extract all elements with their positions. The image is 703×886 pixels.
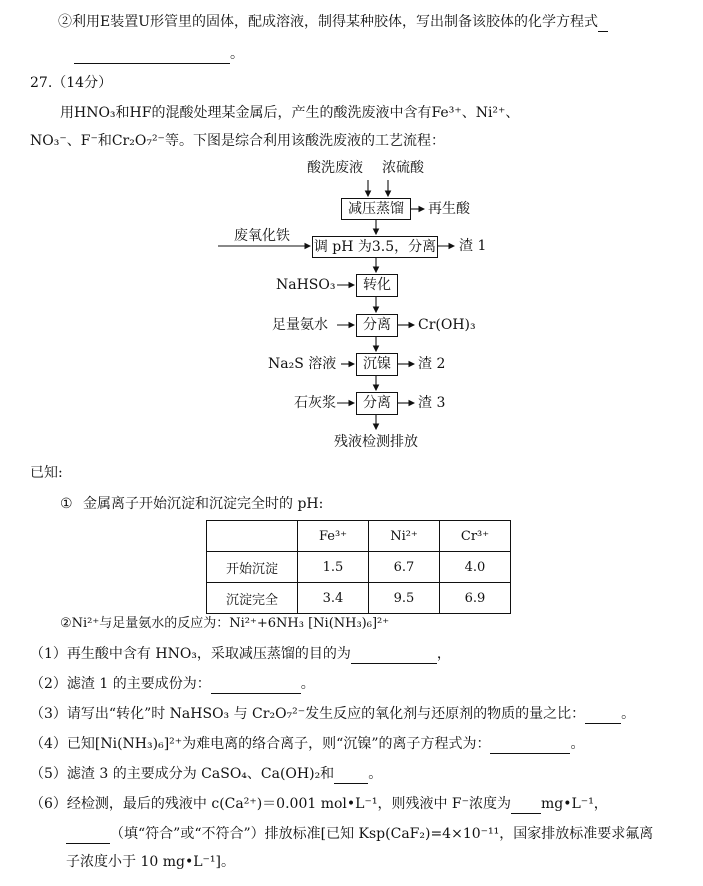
flow-step-adjust-ph: 调 pH 为3.5，分离 <box>312 236 438 258</box>
ph-table <box>206 520 511 614</box>
table-row: 开始沉淀 1.5 6.7 4.0 <box>207 552 511 583</box>
flow-final: 残液检测排放 <box>334 434 418 450</box>
answer-blank[interactable] <box>511 799 541 814</box>
answer-blank[interactable] <box>490 739 570 754</box>
known-item2: ②Ni²⁺与足量氨水的反应为：Ni²⁺+6NH₃ [Ni(NH₃)₆]²⁺ <box>60 616 390 631</box>
flow-out-regen-acid: 再生酸 <box>428 201 470 217</box>
q26-line1: ②利用E装置U形管里的固体，配成溶液，制得某种胶体，写出制备该胶体的化学方程式 <box>58 12 608 32</box>
known-item1: ① 金属离子开始沉淀和沉淀完全时的 pH: <box>60 496 324 512</box>
flow-in-na2s: Na₂S 溶液 <box>268 356 337 372</box>
flow-step-nickel-precip: 沉镍 <box>356 353 398 376</box>
flow-step-distill: 减压蒸馏 <box>341 198 411 220</box>
flow-in-nahso3: NaHSO₃ <box>276 277 336 293</box>
question-1: （1）再生酸中含有 HNO₃，采取减压蒸馏的目的为 ， <box>30 646 451 662</box>
answer-blank[interactable] <box>351 649 437 664</box>
flow-step-convert: 转化 <box>356 274 398 297</box>
intro-line2: NO₃⁻、F⁻和Cr₂O₇²⁻等。下图是综合利用该酸洗废液的工艺流程： <box>30 133 445 149</box>
flow-input-acid: 浓硫酸 <box>382 160 424 176</box>
answer-blank[interactable] <box>74 49 230 64</box>
question-4: （4）已知[Ni(NH₃)₆]²⁺为难电离的络合离子，则“沉镍”的离子方程式为： 。 <box>30 736 585 752</box>
flow-input-waste: 酸洗废液 <box>307 160 363 176</box>
q26-line2: 。 <box>74 44 244 64</box>
flow-out-croh3: Cr(OH)₃ <box>418 317 476 333</box>
question-header: 27.（14分） <box>30 75 113 91</box>
flow-in-lime: 石灰浆 <box>294 395 336 411</box>
intro-line1: 用HNO₃和HF的混酸处理某金属后，产生的酸洗废液中含有Fe³⁺、Ni²⁺、 <box>60 105 520 121</box>
circled-number: ① <box>60 496 73 512</box>
question-3: （3）请写出“转化”时 NaHSO₃ 与 Cr₂O₇²⁻发生反应的氧化剂与还原剂的物质的量之比： 。 <box>30 706 636 722</box>
question-2: （2）滤渣 1 的主要成份为： 。 <box>30 676 315 692</box>
flow-step-separate1: 分离 <box>356 314 398 337</box>
flow-in-ammonia: 足量氨水 <box>272 317 328 333</box>
known-label: 已知: <box>30 465 63 481</box>
question-5: （5）滤渣 3 的主要成分为 CaSO₄、Ca(OH)₂和 。 <box>30 766 383 782</box>
flow-in-iron-oxide: 废氧化铁 <box>234 228 290 244</box>
flow-out-residue3: 渣 3 <box>418 395 446 411</box>
flow-out-residue1: 渣 1 <box>459 238 487 254</box>
answer-blank[interactable] <box>598 17 608 32</box>
answer-blank[interactable] <box>66 829 110 844</box>
answer-blank[interactable] <box>585 709 621 724</box>
answer-blank[interactable] <box>211 679 301 694</box>
question-6a: （6）经检测，最后的残液中 c(Ca²⁺)＝0.001 mol•L⁻¹，则残液中 F⁻浓度为 mg•L⁻¹， <box>30 796 608 812</box>
question-6b: （填“符合”或“不符合”）排放标准[已知 Ksp(CaF₂)=4×10⁻¹¹，国家排放标准要求氟离 <box>66 824 653 844</box>
answer-blank[interactable] <box>334 769 368 784</box>
flow-out-residue2: 渣 2 <box>418 356 446 372</box>
table-header-row: Fe³⁺ Ni²⁺ Cr³⁺ <box>207 521 511 552</box>
question-6c: 子浓度小于 10 mg•L⁻¹]。 <box>66 854 235 870</box>
table-row: 沉淀完全 3.4 9.5 6.9 <box>207 583 511 614</box>
flow-step-separate2: 分离 <box>356 392 398 415</box>
